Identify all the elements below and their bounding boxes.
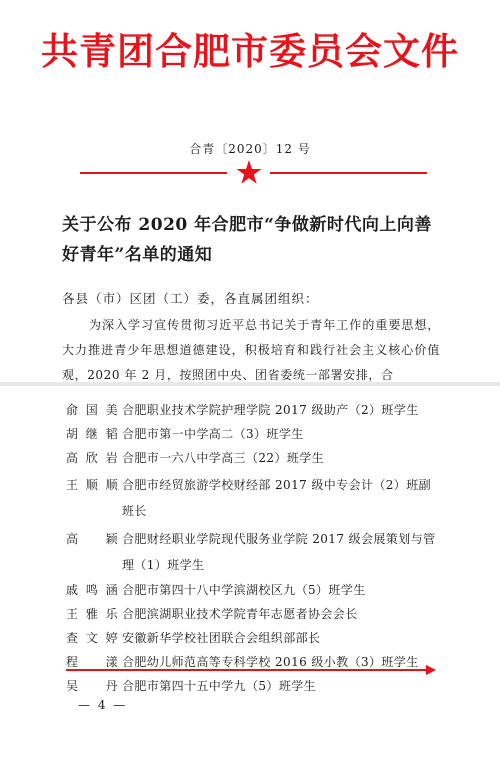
header-rule-left — [80, 172, 227, 174]
honoree-row — [66, 676, 466, 700]
honoree-row — [66, 424, 466, 448]
honoree-description: 合肥市第四十八中学滨湖校区九（5）班学生 — [122, 583, 366, 597]
honoree-name: 俞国美 — [66, 403, 118, 417]
salutation: 各县（市）区团（工）委，各直属团组织： — [62, 291, 319, 306]
honoree-row — [66, 400, 466, 424]
honoree-name: 高欣岩 — [66, 451, 118, 465]
honoree-name: 王雅乐 — [66, 607, 118, 621]
red-star-icon — [236, 159, 262, 185]
honoree-name: 吴 丹 — [66, 679, 118, 693]
page-number: — 4 — — [78, 698, 128, 712]
honoree-name: 胡继韬 — [66, 427, 118, 441]
honoree-description: 合肥滨湖职业技术学院青年志愿者协会会长 — [122, 607, 358, 621]
highlight-underline — [66, 669, 428, 671]
notice-title — [62, 210, 452, 270]
honoree-description: 合肥幼儿师范高等专科学校 2016 级小教（3）班学生 — [122, 655, 419, 669]
honoree-list — [66, 400, 466, 700]
honoree-row — [66, 580, 466, 604]
honoree-name: 高 颖 — [66, 532, 118, 546]
masthead-title: 共青团合肥市委员会文件 — [41, 30, 459, 73]
honoree-description: 安徽新华学校社团联合会组织部部长 — [122, 631, 321, 645]
header-rule-right — [270, 172, 427, 174]
notice-title-line-1: 关于公布 2020 年合肥市“争做新时代向上向善 — [62, 215, 432, 235]
honoree-row — [66, 472, 466, 526]
honoree-row — [66, 604, 466, 628]
honoree-description: 合肥财经职业学院现代服务业学院 2017 级会展策划与管理（1）班学生 — [122, 532, 436, 572]
honoree-description: 合肥市第四十五中学九（5）班学生 — [122, 679, 317, 693]
honoree-row — [66, 526, 466, 580]
honoree-description: 合肥市一六八中学高三（22）班学生 — [122, 451, 325, 465]
honoree-description: 合肥市第一中学高二（3）班学生 — [122, 427, 304, 441]
honoree-description: 合肥市经贸旅游学校财经部 2017 级中专会计（2）班副班长 — [122, 478, 432, 518]
arrow-head-icon — [426, 665, 436, 675]
honoree-name: 王顺顺 — [66, 478, 118, 492]
honoree-row — [66, 448, 466, 472]
honoree-row-highlighted — [66, 652, 466, 676]
notice-title-line-2: 好青年”名单的通知 — [62, 245, 213, 265]
honoree-name: 戚鸣涵 — [66, 583, 118, 597]
document-number: 合青〔2020〕12 号 — [189, 142, 311, 156]
honoree-name: 程 漾 — [66, 655, 118, 669]
body-paragraph: 为深入学习宣传贯彻习近平总书记关于青年工作的重要思想，大力推进青少年思想道德建设，积极培育和践行社会主义核心价值观，2020 年 2 月，按照团中央、团省委统一部署安排，合 — [62, 318, 440, 382]
honoree-description: 合肥职业技术学院护理学院 2017 级助产（2）班学生 — [122, 403, 419, 417]
honoree-row — [66, 628, 466, 652]
honoree-name: 查文婷 — [66, 631, 118, 645]
